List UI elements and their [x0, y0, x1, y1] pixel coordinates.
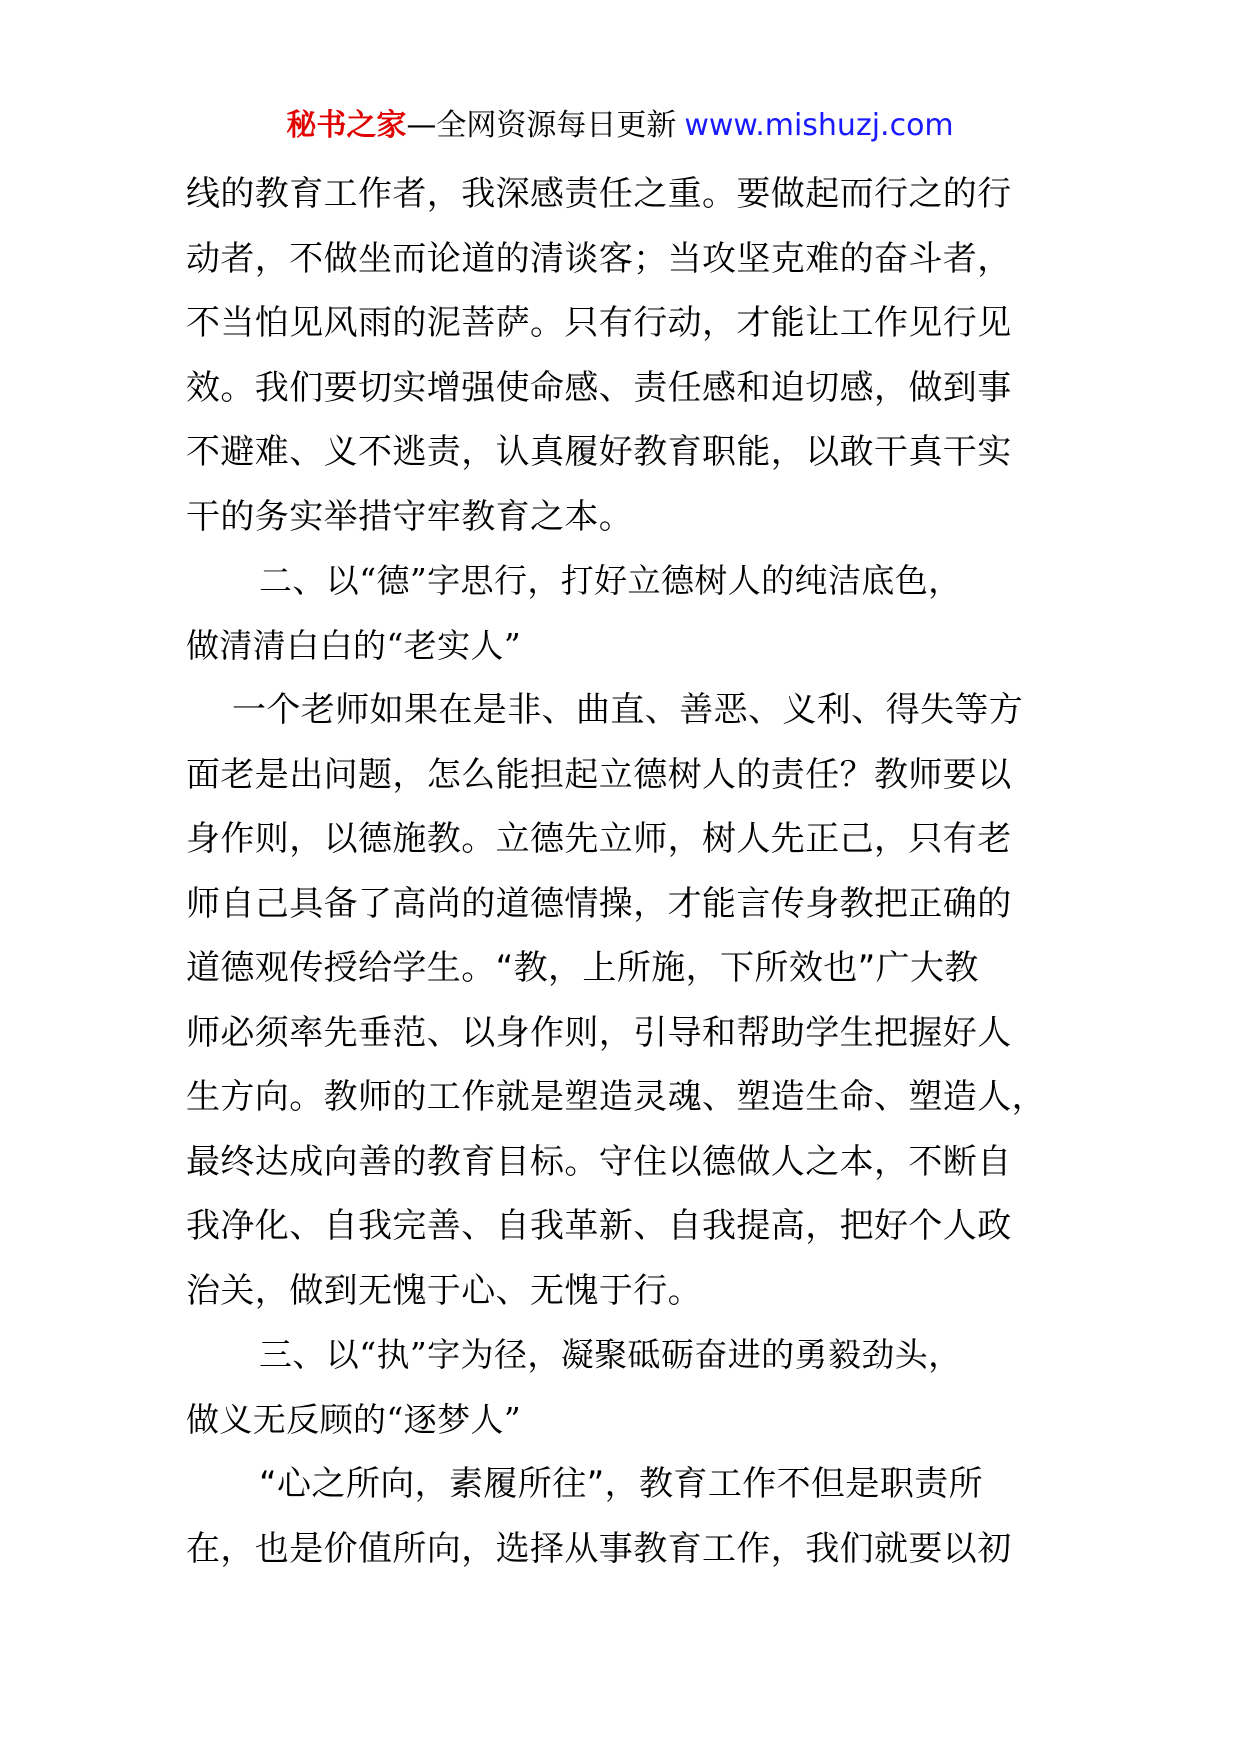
- brand-name: 秘书之家: [286, 108, 407, 143]
- text-line: 不避难、义不逃责，认真履好教育职能，以敢干真干实: [186, 432, 1012, 472]
- site-url[interactable]: www.mishuzj.com: [684, 108, 954, 143]
- section-heading-3: 三、以“执”字为径，凝聚砥砺奋进的勇毅劲头，: [259, 1335, 962, 1374]
- text-line: 生方向。教师的工作就是塑造灵魂、塑造生命、塑造人，: [186, 1077, 1046, 1117]
- text-line: 在，也是价值所向，选择从事教育工作，我们就要以初: [186, 1528, 1012, 1569]
- section-heading-2-cont: 做清清白白的“老实人”: [186, 625, 522, 665]
- text-line: 面老是出问题，怎么能担起立德树人的责任？教师要以: [186, 754, 1012, 795]
- text-line: 道德观传授给学生。“教，上所施，下所效也”广大教: [186, 948, 979, 988]
- text-line: 效。我们要切实增强使命感、责任感和迫切感，做到事: [186, 367, 1012, 408]
- header-tagline: —全网资源每日更新: [406, 108, 677, 143]
- site-header: [0, 104, 1240, 148]
- section-heading-3-cont: 做义无反顾的“逐梦人”: [186, 1399, 522, 1439]
- document-body: [186, 162, 1066, 1581]
- section-heading-2: 二、以“德”字思行，打好立德树人的纯洁底色，: [259, 561, 962, 600]
- text-line: 身作则，以德施教。立德先立师，树人先正己，只有老: [186, 819, 1012, 859]
- text-line: 一个老师如果在是非、曲直、善恶、义利、得失等方: [232, 690, 1024, 730]
- text-line: “心之所向，素履所往”，教育工作不但是职责所: [259, 1464, 984, 1504]
- text-line: 线的教育工作者，我深感责任之重。要做起而行之的行: [186, 174, 1012, 214]
- text-line: 干的务实举措守牢教育之本。: [186, 496, 634, 537]
- text-line: 动者，不做坐而论道的清谈客；当攻坚克难的奋斗者，: [186, 238, 1012, 279]
- text-line: 治关，做到无愧于心、无愧于行。: [186, 1270, 702, 1311]
- text-line: 最终达成向善的教育目标。守住以德做人之本，不断自: [186, 1141, 1012, 1182]
- text-line: 师自己具备了高尚的道德情操，才能言传身教把正确的: [186, 883, 1012, 924]
- text-line: 我净化、自我完善、自我革新、自我提高，把好个人政: [186, 1206, 1012, 1246]
- text-line: 不当怕见风雨的泥菩萨。只有行动，才能让工作见行见: [186, 303, 1012, 343]
- text-line: 师必须率先垂范、以身作则，引导和帮助学生把握好人: [186, 1012, 1012, 1053]
